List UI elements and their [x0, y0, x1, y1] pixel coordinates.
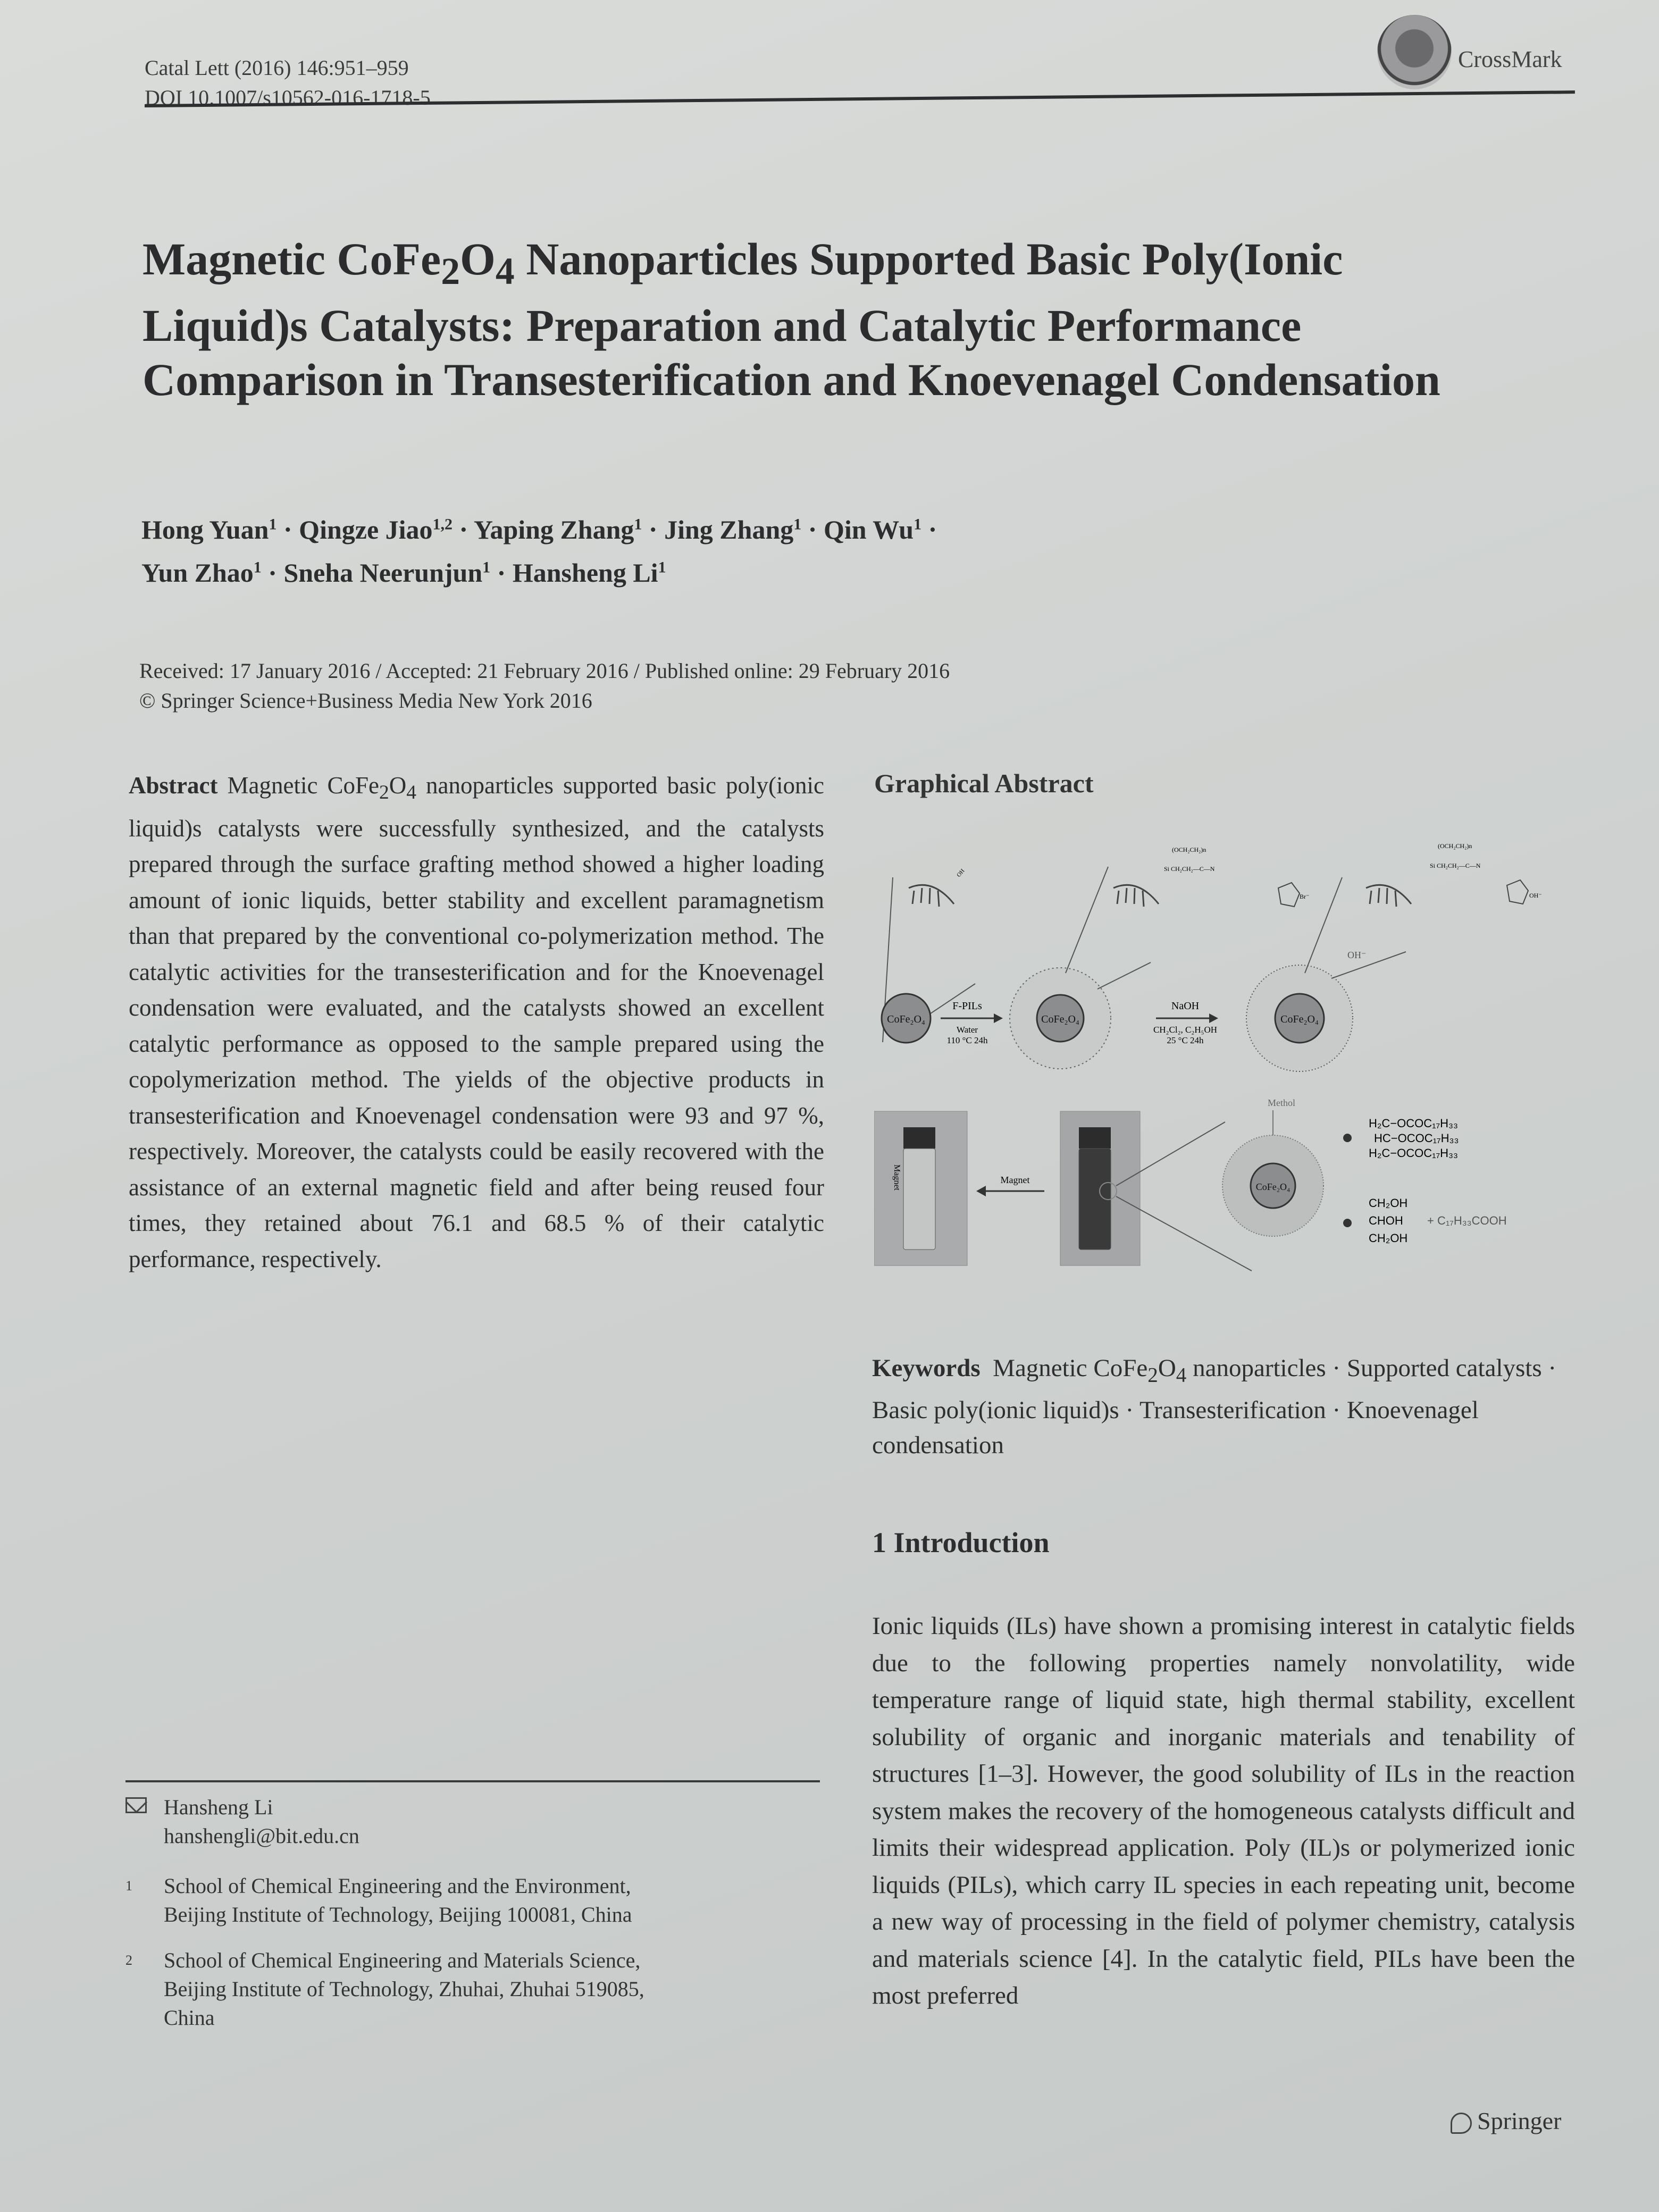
crossmark-icon[interactable] — [1377, 15, 1452, 89]
magnet-label: Magnet — [1000, 1175, 1030, 1185]
doi-link[interactable]: DOI 10.1007/s10562-016-1718-5 — [145, 86, 431, 110]
contact-name: Hansheng Li — [164, 1795, 273, 1819]
glycerol-line: CH₂OH — [1369, 1196, 1408, 1210]
chem-label: (OCH₂CH₂)n — [1438, 842, 1472, 850]
author[interactable]: Hong Yuan$^1$ — [141, 514, 277, 544]
surface-fragment — [1113, 885, 1159, 907]
chem-label: Si CH₂CH₂—C—N — [1430, 862, 1481, 869]
step1-label: F-PILs — [952, 1000, 982, 1012]
history-line: Received: 17 January 2016 / Accepted: 21 February 2016 / Published online: 29 February 2016 — [139, 659, 950, 683]
core-label: CoFe₂O₄ — [887, 1013, 925, 1025]
keywords: Keywords Magnetic $CoFe_2O_4$ nanoparticles · Supported catalysts · Basic poly(ionic liquid)s · Transesterification · Knoevenagel condensation — [872, 1354, 1557, 1460]
step2-label: NaOH — [1171, 1000, 1200, 1012]
corresponding-author — [125, 1793, 820, 1850]
step2-condition: 25 °C 24h — [1167, 1035, 1204, 1045]
graphical-abstract-title: Graphical Abstract — [874, 768, 1094, 798]
triglyceride-line: H₂C−OCOC₁₇H₃₃ — [1369, 1146, 1458, 1160]
author[interactable]: Yun Zhao$^1$ — [141, 558, 262, 588]
author[interactable]: Hansheng Li$^1$ — [512, 558, 666, 588]
surface-fragment — [909, 885, 954, 907]
triglyceride-line: H₂C−OCOC₁₇H₃₃ — [1369, 1117, 1458, 1130]
springer-horse-icon — [1451, 2113, 1472, 2134]
imidazolium-ring — [1507, 880, 1528, 904]
imidazolium-ring — [1278, 883, 1300, 907]
envelope-icon — [125, 1797, 147, 1813]
footnote-divider — [125, 1780, 820, 1782]
callout-line — [1066, 867, 1108, 973]
step1-condition: 110 °C 24h — [946, 1035, 988, 1045]
callout-line — [1097, 962, 1151, 989]
surface-fragment — [1366, 885, 1411, 907]
hydroxide-label: OH⁻ — [1347, 950, 1367, 960]
core-label: CoFe₂O₄ — [1280, 1013, 1319, 1025]
triglyceride-line: HC−OCOC₁₇H₃₃ — [1374, 1132, 1459, 1145]
callout-line — [1331, 952, 1406, 978]
chem-label: OH⁻ — [1529, 892, 1542, 899]
bullet-dot — [1343, 1219, 1352, 1227]
copyright-line: © Springer Science+Business Media New York 2016 — [139, 689, 592, 713]
crossmark-label[interactable]: CrossMark — [1458, 46, 1562, 72]
keywords-label: Keywords — [872, 1354, 981, 1382]
author-list: Hong Yuan$^1$ · Qingze Jiao$^{1,2}$ · Yaping Zhang$^1$ · Jing Zhang$^1$ · Qin $Wu^1$ · Yun Zhao$^1$ · Sneha Neerunjun$^1$ · Hansheng Li$^1$ — [141, 514, 937, 588]
contact-email[interactable]: hanshengli@bit.edu.cn — [164, 1824, 359, 1848]
introduction-text: Ionic liquids (ILs) have shown a promising interest in catalytic fields due to the following properties namely nonvolatility, wide temperature range of liquid state, high thermal stability, excellent solubility of organic and inorganic materials and tenability of structures [1–3]. However, the good solubility of ILs in the reaction system makes the recovery of the homogeneous catalysts difficult and limits their widespread application. Poly (IL)s or polymerized ionic liquids (PILs), which carry IL species in each repeating unit, become a new way of processing in the field of polymer chemistry, catalysis and materials science [4]. In the catalytic field, PILs have been the most preferred — [872, 1612, 1575, 2009]
publication-dates — [139, 656, 950, 716]
chem-label: Si CH₂CH₂—C—N — [1164, 865, 1215, 873]
author[interactable]: Sneha Neerunjun$^1$ — [283, 558, 491, 588]
core-label: CoFe₂O₄ — [1041, 1013, 1079, 1025]
graphical-abstract-figure — [874, 819, 1581, 1276]
section-heading-introduction: 1 Introduction — [872, 1527, 1050, 1559]
bullet-dot — [1343, 1134, 1352, 1142]
abstract-text: Abstract Magnetic $CoFe_2O_4$ nanoparticles supported basic poly(ionic liquid)s catalysts were successfully synthesized, and the catalysts prepared through the surface grafting method showed a higher loading amount of ionic liquids, better stability and excellent paramagnetism than that prepared by the conventional co-polymerization method. The catalytic activities for the transesterification and for the Knoevenagel condensation were evaluated, and the catalysts showed an excellent catalytic performance as opposed to the sample prepared using the copolymerization method. The yields of the objective products in transesterification and Knoevenagel condensation were 93 and 97 %, respectively. Moreover, the catalysts could be easily recovered with the assistance of an external magnetic field and after being reused four times, they retained about 76.1 and 68.5 % of their catalytic performance, respectively. — [129, 772, 824, 1272]
author[interactable]: Yaping Zhang$^1$ — [473, 514, 642, 544]
author[interactable]: Qin Wu$^1$ — [823, 514, 922, 544]
step1-condition: Water — [956, 1025, 978, 1035]
author[interactable]: Jing Zhang$^1$ — [664, 514, 802, 544]
chem-label: OH — [956, 868, 966, 878]
abstract-label: Abstract — [129, 772, 218, 799]
methanol-label: Methol — [1268, 1097, 1295, 1108]
affiliations — [125, 1793, 820, 2032]
affiliation-1: 1 School of Chemical Engineering and the Environment, Beijing Institute of Technology, Beijing 100081, China — [125, 1874, 632, 1926]
publisher-logo: Springer — [1451, 2107, 1561, 2135]
step2-condition: CH₂Cl₂, C₂H₅OH — [1153, 1025, 1218, 1035]
oleic-acid-label: + C₁₇H₃₃COOH — [1427, 1214, 1507, 1227]
chem-label: (OCH₂CH₂)n — [1172, 846, 1206, 853]
article-title: Magnetic $CoFe_2O_4$ Nanoparticles Supported Basic Poly(Ionic Liquid)s Catalysts: Preparation and Catalytic Performance Comparison in Transesterification and Knoevenagel Condensation — [143, 233, 1440, 406]
callout-line — [1305, 877, 1342, 973]
vial-magnet-label: Magnet — [892, 1164, 901, 1191]
author[interactable]: Qingze Jiao$^{1,2}$ — [299, 514, 453, 544]
core-label: CoFe₂O₄ — [1255, 1182, 1291, 1192]
citation-line: Catal Lett (2016) 146:951–959 — [145, 56, 409, 80]
glycerol-line: CH₂OH — [1369, 1231, 1408, 1245]
chem-label: Br⁻ — [1300, 893, 1310, 900]
glycerol-line: CHOH — [1369, 1214, 1403, 1227]
affiliation-2: 2 School of Chemical Engineering and Materials Science, Beijing Institute of Technology, Zhuhai, Zhuhai 519085, China — [125, 1948, 644, 2030]
